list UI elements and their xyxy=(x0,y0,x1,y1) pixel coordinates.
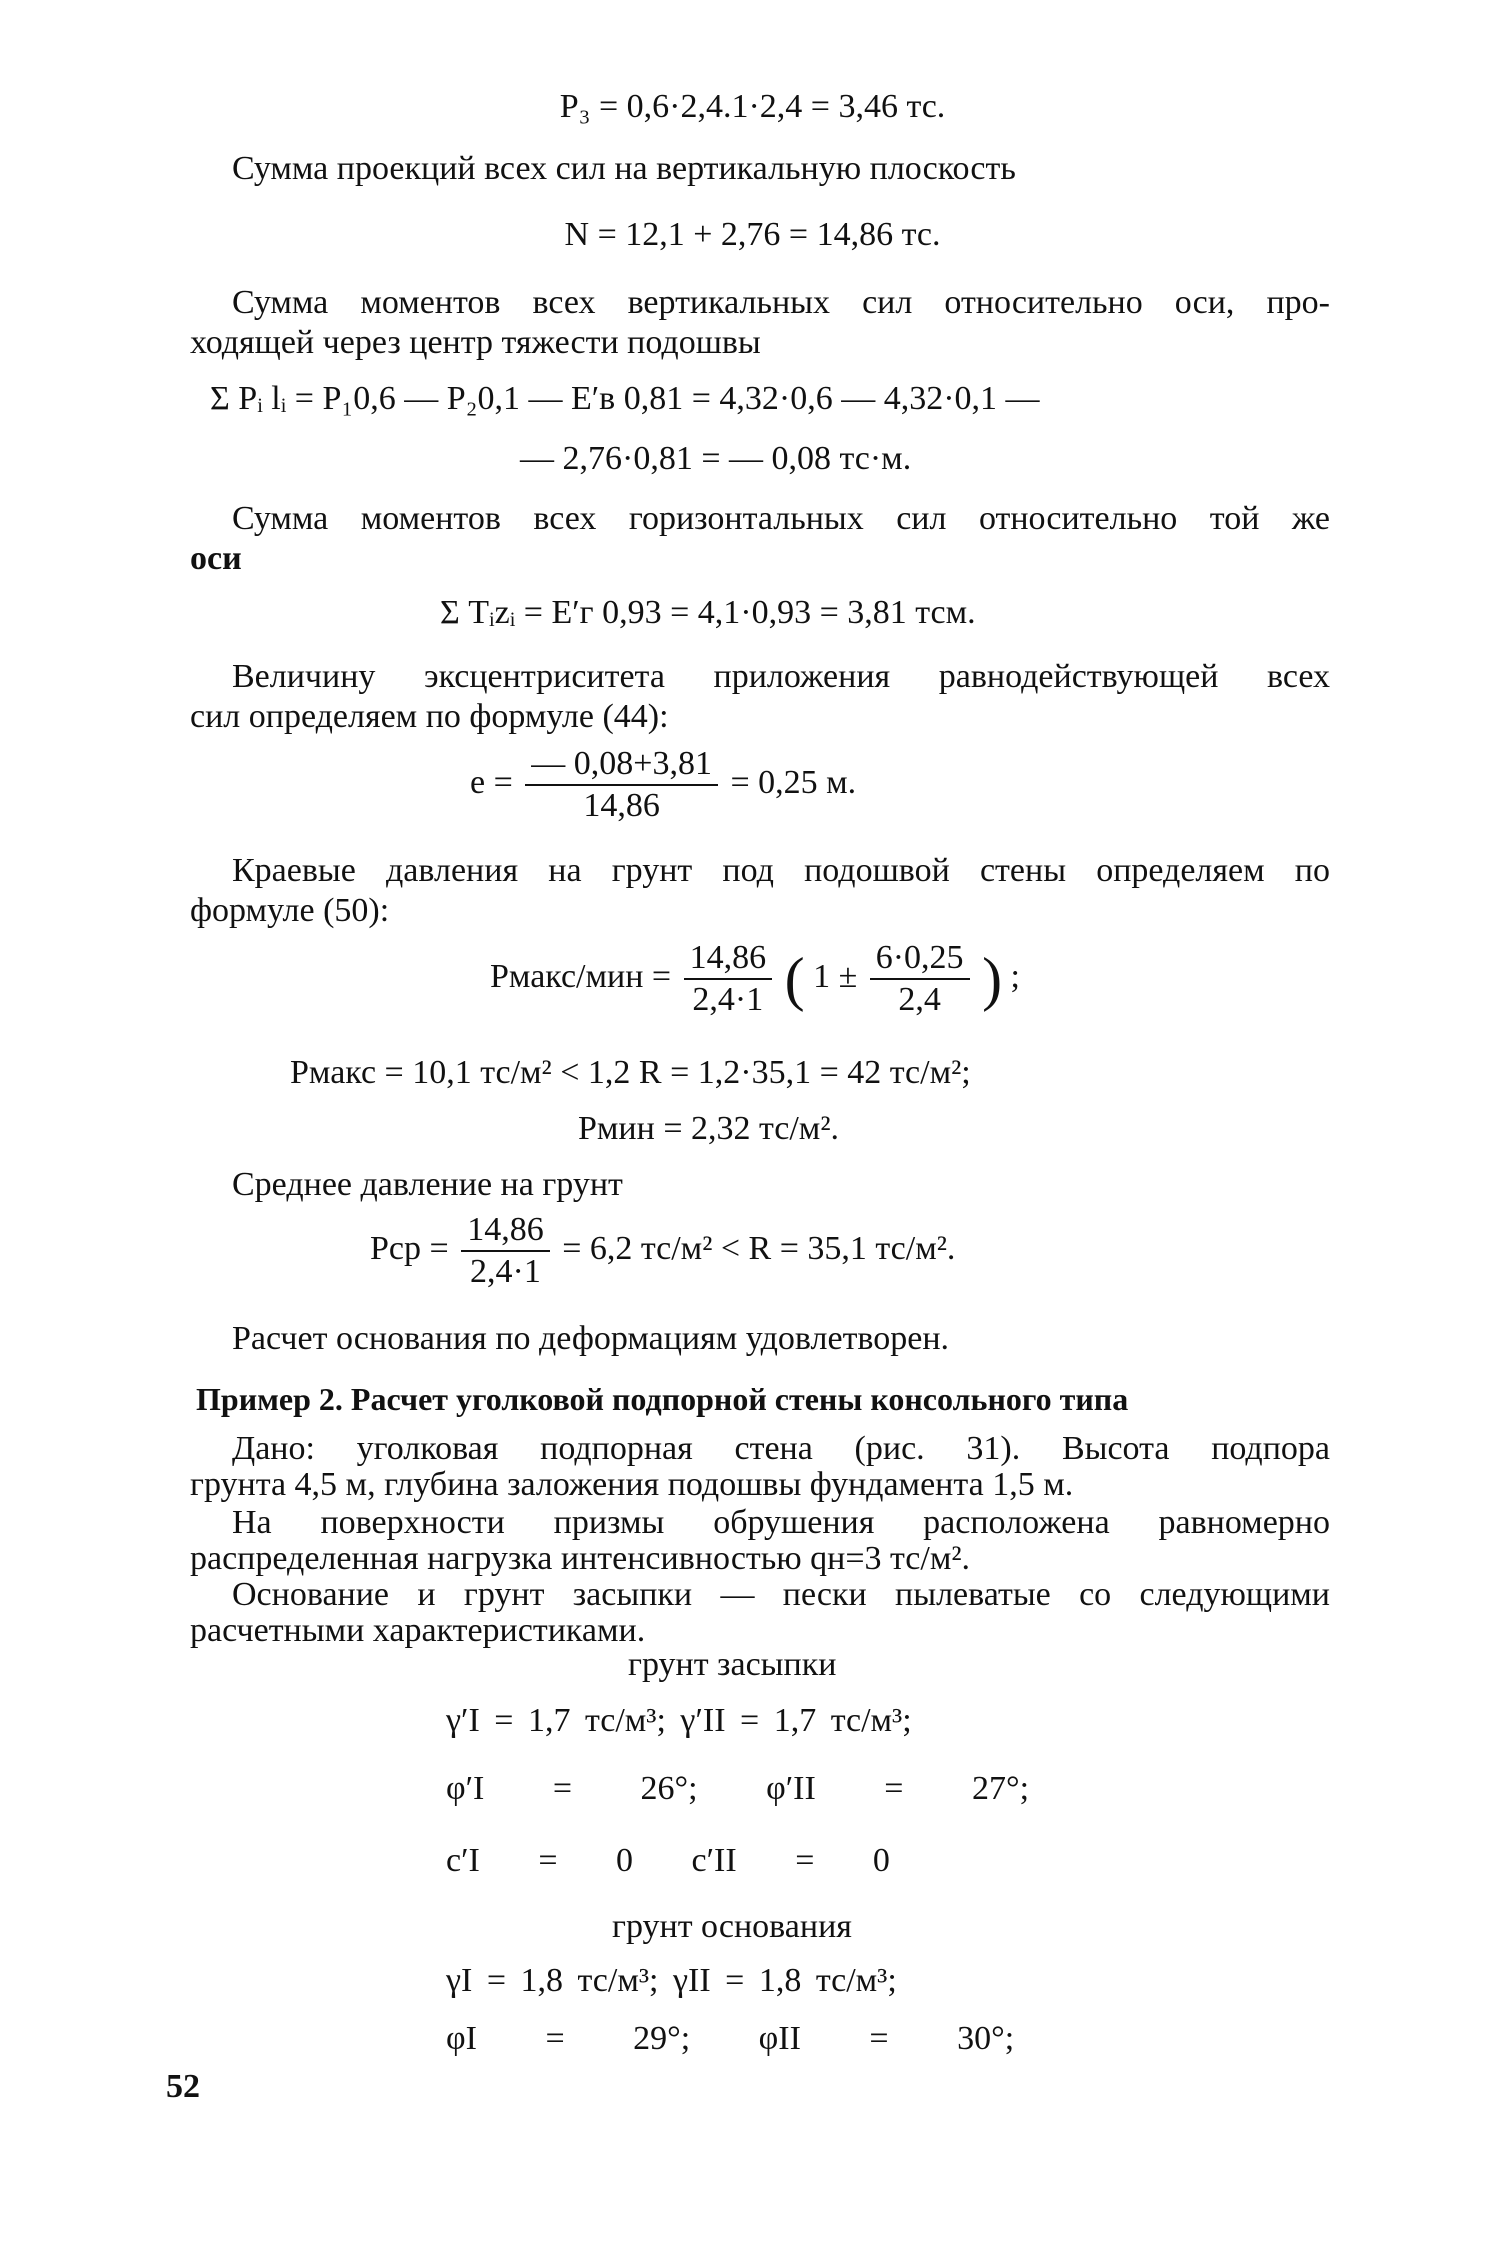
eq-pmax-denominator: 2,4·1 xyxy=(692,981,764,1018)
paragraph-line: Сумма проекций всех сил на вертикальную плоскость xyxy=(232,150,1016,187)
paragraph-line: Дано: уголковая подпорная стена (рис. 31). Высота подпора xyxy=(232,1430,1330,1467)
paragraph-line: грунта 4,5 м, глубина заложения подошвы фундамента 1,5 м. xyxy=(190,1466,1074,1503)
right-paren: ) xyxy=(982,946,1003,1012)
paragraph-line: Сумма моментов всех вертикальных сил относительно оси, про- xyxy=(232,284,1330,321)
equation-n: N = 12,1 + 2,76 = 14,86 тс. xyxy=(564,216,941,253)
paragraph-line: расчетными характеристиками. xyxy=(190,1612,646,1649)
equation-pmax-min xyxy=(490,938,1020,1020)
eq-pmax-end: ; xyxy=(1010,957,1020,995)
base-heading: грунт основания xyxy=(612,1908,852,1945)
eq-pmax-fraction xyxy=(684,938,773,1020)
eq-e-fraction xyxy=(525,744,718,826)
eq-pmax-inner-denominator: 2,4 xyxy=(898,981,941,1018)
page-number: 52 xyxy=(166,2068,200,2105)
eq-pmax-inner: 1 ± xyxy=(813,957,858,995)
eq-pcp-denominator: 2,4·1 xyxy=(470,1253,541,1290)
paragraph-line: ходящей через центр тяжести подошвы xyxy=(190,324,761,361)
paragraph-line: распределенная нагрузка интенсивностью qн=3 тс/м². xyxy=(190,1540,971,1577)
eq-pmax-numerator: 14,86 xyxy=(684,938,773,980)
paragraph-line: Краевые давления на грунт под подошвой стены определяем по xyxy=(232,852,1330,889)
paragraph-line: оси xyxy=(190,540,242,577)
eq-pmax-inner-fraction xyxy=(870,938,970,1020)
eq-e-left: e = xyxy=(470,763,513,801)
equation-sum-pl-2: — 2,76·0,81 = — 0,08 тс·м. xyxy=(520,440,912,477)
base-gamma: γI = 1,8 тс/м³; γII = 1,8 тс/м³; xyxy=(446,1962,897,1999)
eq-pmax-left: Pмакс/мин = xyxy=(490,957,672,995)
paragraph-line: сил определяем по формуле (44): xyxy=(190,698,669,735)
eq-e-numerator: — 0,08+3,81 xyxy=(525,744,718,786)
eq-pcp-right: = 6,2 тс/м² < R = 35,1 тс/м². xyxy=(562,1229,956,1267)
paragraph-line: формуле (50): xyxy=(190,892,390,929)
paragraph-line: На поверхности призмы обрушения расположена равномерно xyxy=(232,1504,1330,1541)
eq-e-denominator: 14,86 xyxy=(583,787,660,824)
equation-sum-tz: Σ Tᵢzᵢ = E′г 0,93 = 4,1·0,93 = 3,81 тсм. xyxy=(440,594,976,631)
backfill-heading: грунт засыпки xyxy=(628,1646,837,1683)
paragraph-line: Расчет основания по деформациям удовлетворен. xyxy=(232,1320,950,1357)
left-paren: ( xyxy=(784,946,805,1012)
paragraph-line: Основание и грунт засыпки — пески пылеватые со следующими xyxy=(232,1576,1330,1613)
base-phi: φI = 29°; φII = 30°; xyxy=(446,2020,1015,2057)
equation-p3: P₃ = 0,6·2,4.1·2,4 = 3,46 тс. xyxy=(559,88,946,125)
paragraph-line: Среднее давление на грунт xyxy=(232,1166,623,1203)
backfill-phi: φ′I = 26°; φ′II = 27°; xyxy=(446,1770,1030,1807)
equation-pcp xyxy=(370,1210,955,1292)
paragraph-line: Сумма моментов всех горизонтальных сил относительно той же xyxy=(232,500,1330,537)
equation-pmax-value: Pмакс = 10,1 тс/м² < 1,2 R = 1,2·35,1 = 42 тс/м²; xyxy=(290,1054,971,1091)
backfill-gamma: γ′I = 1,7 тс/м³; γ′II = 1,7 тс/м³; xyxy=(446,1702,912,1739)
equation-sum-pl-1: Σ Pᵢ lᵢ = P₁0,6 — P₂0,1 — E′в 0,81 = 4,32·0,6 — 4,32·0,1 — xyxy=(210,380,1040,417)
example-heading: Пример 2. Расчет уголковой подпорной стены консольного типа xyxy=(196,1381,1129,1417)
eq-e-right: = 0,25 м. xyxy=(730,763,857,801)
eq-pmax-inner-numerator: 6·0,25 xyxy=(870,938,970,980)
equation-pmin-value: Pмин = 2,32 тс/м². xyxy=(578,1110,840,1147)
eq-pcp-left: Pср = xyxy=(370,1229,449,1267)
eq-pcp-numerator: 14,86 xyxy=(461,1210,550,1252)
backfill-c: c′I = 0 c′II = 0 xyxy=(446,1842,890,1879)
paragraph-line: Величину эксцентриситета приложения равнодействующей всех xyxy=(232,658,1330,695)
eq-pcp-fraction xyxy=(461,1210,550,1292)
equation-e xyxy=(470,744,856,826)
